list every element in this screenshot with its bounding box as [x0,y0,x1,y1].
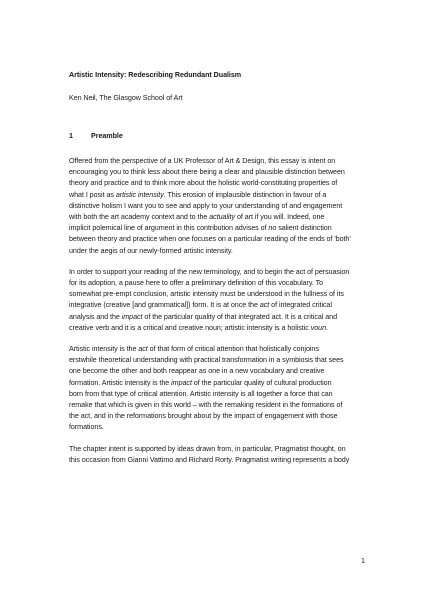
body-paragraph [69,444,365,466]
text-line [69,422,365,433]
italic-text: no [268,224,277,233]
body-paragraph [69,344,365,434]
text-line [69,167,365,178]
text-segment: Offered from the perspective of a UK Professor of Art & Design, this essay is intent on [69,157,336,165]
page-content [69,70,365,466]
text-line [69,411,365,422]
text-segment: somewhat pre-empt conclusion, artistic intensity must be understood in the fullness of its [69,290,344,299]
text-line [69,223,365,234]
text-line [69,212,365,223]
text-segment: formations. [69,423,104,432]
text-line [69,289,365,300]
text-segment: for its adoption, a pause here to offer a preliminary definition of this vocabulary. To [69,279,324,288]
text-line [69,234,365,245]
text-segment: encouraging you to think less about there being a clear and plausible distinction between [69,168,345,177]
text-line [69,267,365,278]
text-line [69,300,365,311]
text-segment: salient distinction [276,224,332,233]
text-line [69,355,365,366]
text-segment: of the particular quality of cultural production [191,378,332,387]
italic-text: voun [310,323,327,332]
text-segment: creative verb and it is a critical and creative noun; artistic intensity is a holistic [69,323,311,332]
text-segment: analysis and the [69,312,122,321]
text-line [69,278,365,289]
text-segment: between theory and practice when one focuses on a particular reading of the ends of 'both' [69,235,351,244]
text-segment: of integrated critical [269,301,332,310]
text-line [69,378,365,389]
italic-text: actuality [209,213,236,222]
section-number: 1 [69,132,73,140]
page-number: 1 [361,557,365,565]
body-text [69,156,365,466]
body-paragraph [69,267,365,334]
text-segment: of art if you will. Indeed, one [235,213,325,222]
text-segment: Artistic intensity is the [69,345,139,354]
section-heading [69,131,365,142]
text-line [69,156,365,167]
text-segment: In order to support your reading of the new terminology, and to begin the act of persuasion [69,267,350,276]
text-line [69,389,365,400]
text-segment: implicit polemical line of argument in this contribution advises of [69,224,269,233]
text-line [69,444,365,455]
text-segment: theory and practice and to think more about the holistic world-constituting properties of [69,179,338,188]
italic-text: artistic intensity [115,190,164,199]
text-line [69,312,365,323]
text-segment: . This erosion of implausible distinction in favour of a [163,190,327,199]
document-author: Ken Neil, The Glasgow School of Art [69,94,183,102]
text-segment: what I posit as [69,190,116,199]
text-segment: The chapter intent is supported by ideas drawn from, in particular, Pragmatist thought, on [69,444,346,453]
text-segment: remake that which is given in this world – with the remaking resident in the formations of [69,401,343,410]
text-segment: erstwhile theoretical understanding with practical transformation in a symbiosis that sees [69,356,344,365]
text-segment: with both the art academy context and to the [69,213,210,222]
text-line [69,400,365,411]
text-segment: formation. Artistic intensity is the [69,378,172,387]
document-title: Artistic Intensity: Redescribing Redundant Dualism [69,71,242,79]
italic-text: impact [121,312,143,321]
text-line [69,455,365,466]
text-segment: of that form of critical attention that holistically conjoins [147,345,319,354]
text-line [69,344,365,355]
text-segment: . [326,323,328,332]
text-line [69,323,365,334]
text-line [69,366,365,377]
text-segment: distinctive holism I want you to see and apply to your understanding of and engagement [69,201,343,210]
body-paragraph [69,156,365,257]
text-segment: under the aegis of our newly-formed artistic intensity. [69,246,233,255]
text-segment: the act, and in the reformations brought about by the impact of engagement with those [69,412,338,421]
text-segment: integrative (creative [and grammatical]) form. It is at once the [69,301,260,310]
section-title: Preamble [91,132,123,140]
text-line [69,246,365,257]
italic-text: act [259,301,270,310]
text-line [69,190,365,201]
italic-text: act [138,345,148,354]
text-line [69,201,365,212]
text-segment: this occasion from Gianni Vattimo and Richard Rorty. Pragmatist writing represents a body [69,455,350,464]
text-segment: one become the other and both reappear as one in a new vocabulary and creative [69,367,325,376]
text-segment: born from that type of critical attention. Artistic intensity is all together a force that can [69,389,333,398]
text-segment: of the particular quality of that integrated act. It is a critical and [142,312,337,321]
text-line [69,178,365,189]
italic-text: impact [171,378,192,387]
